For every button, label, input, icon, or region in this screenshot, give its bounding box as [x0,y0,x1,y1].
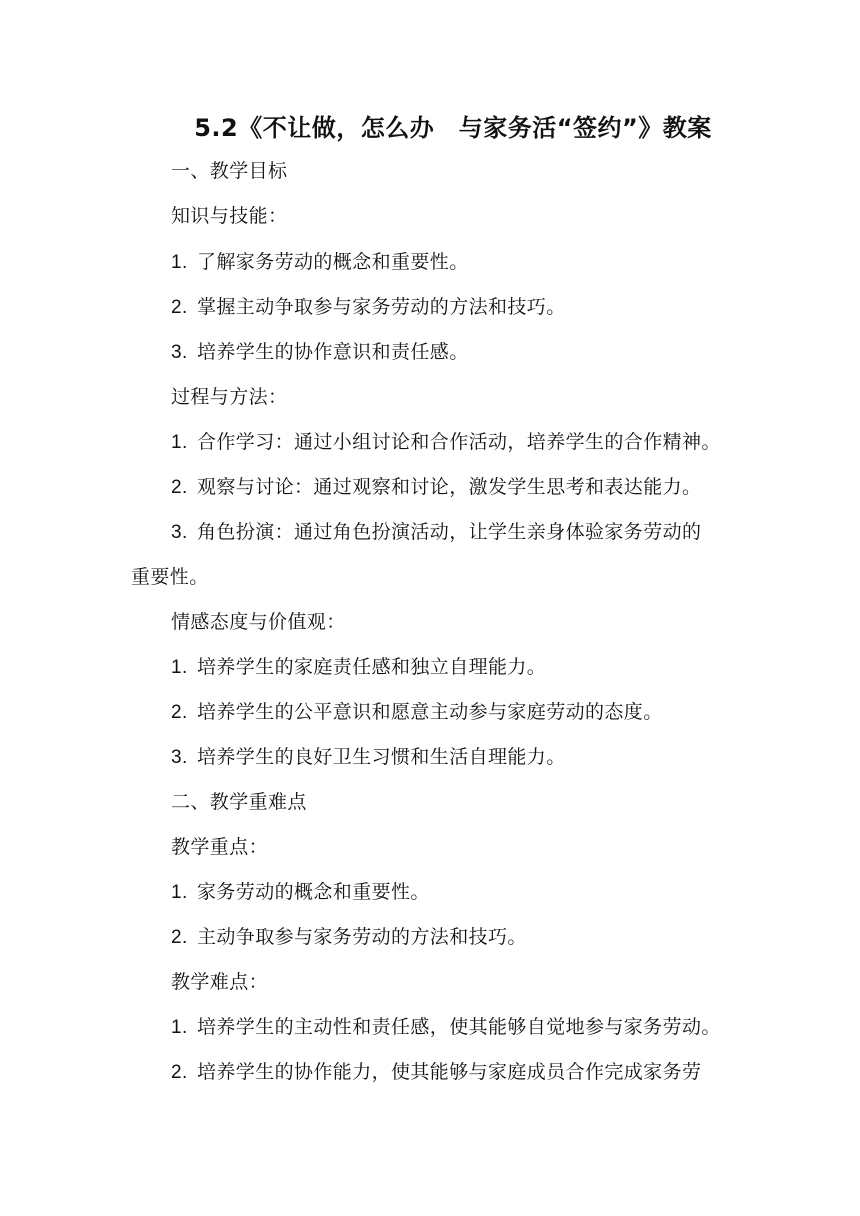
line-text: 知识与技能： [171,205,288,227]
document-title: 5.2《不让做，怎么办 与家务活“签约”》教案 [194,114,712,142]
list-number: 1. [171,882,188,903]
list-number: 1. [171,1017,188,1038]
list-number: 3. [171,342,188,363]
line-text: 掌握主动争取参与家务劳动的方法和技巧。 [197,296,566,318]
line-text: 情感态度与价值观： [171,611,346,633]
list-item [171,292,566,323]
list-number: 2. [171,702,188,723]
subsection-heading [171,201,287,231]
list-number: 2. [171,927,188,948]
list-item [171,877,430,908]
line-text: 教学重点： [171,836,269,858]
section-heading [171,156,287,186]
line-text: 合作学习：通过小组讨论和合作活动，培养学生的合作精神。 [197,431,721,453]
list-item [171,517,701,548]
list-item [171,427,721,458]
line-text: 培养学生的协作意识和责任感。 [197,341,469,363]
line-text: 角色扮演：通过角色扮演活动，让学生亲身体验家务劳动的 [197,521,702,543]
list-number: 2. [171,297,188,318]
line-text: 一、教学目标 [171,160,288,182]
list-item [171,652,546,683]
subsection-heading [171,832,268,862]
line-text: 教学难点： [171,971,269,993]
line-text: 重要性。 [131,566,209,588]
list-number: 2. [171,1062,188,1083]
line-text: 主动争取参与家务劳动的方法和技巧。 [197,926,527,948]
list-item [171,247,469,278]
line-text: 了解家务劳动的概念和重要性。 [197,251,469,273]
list-item-continuation [131,562,209,592]
list-number: 1. [171,432,188,453]
subsection-heading [171,382,287,412]
list-item [171,1012,721,1043]
line-text: 家务劳动的概念和重要性。 [197,881,430,903]
list-number: 1. [171,657,188,678]
line-text: 培养学生的主动性和责任感，使其能够自觉地参与家务劳动。 [197,1016,721,1038]
section-heading [171,787,307,817]
line-text: 过程与方法： [171,386,288,408]
list-number: 3. [171,747,188,768]
list-item [171,922,527,953]
subsection-heading [171,607,346,637]
line-text: 观察与讨论：通过观察和讨论，激发学生思考和表达能力。 [197,476,702,498]
line-text: 培养学生的协作能力，使其能够与家庭成员合作完成家务劳 [197,1061,702,1083]
list-item [171,697,663,728]
list-item [171,472,701,503]
list-item [171,1057,701,1088]
line-text: 二、教学重难点 [171,791,307,813]
list-number: 1. [171,252,188,273]
line-text: 培养学生的公平意识和愿意主动参与家庭劳动的态度。 [197,701,663,723]
list-item [171,742,566,773]
list-number: 2. [171,477,188,498]
subsection-heading [171,967,268,997]
list-item [171,337,469,368]
line-text: 培养学生的良好卫生习惯和生活自理能力。 [197,746,566,768]
line-text: 培养学生的家庭责任感和独立自理能力。 [197,656,547,678]
list-number: 3. [171,522,188,543]
